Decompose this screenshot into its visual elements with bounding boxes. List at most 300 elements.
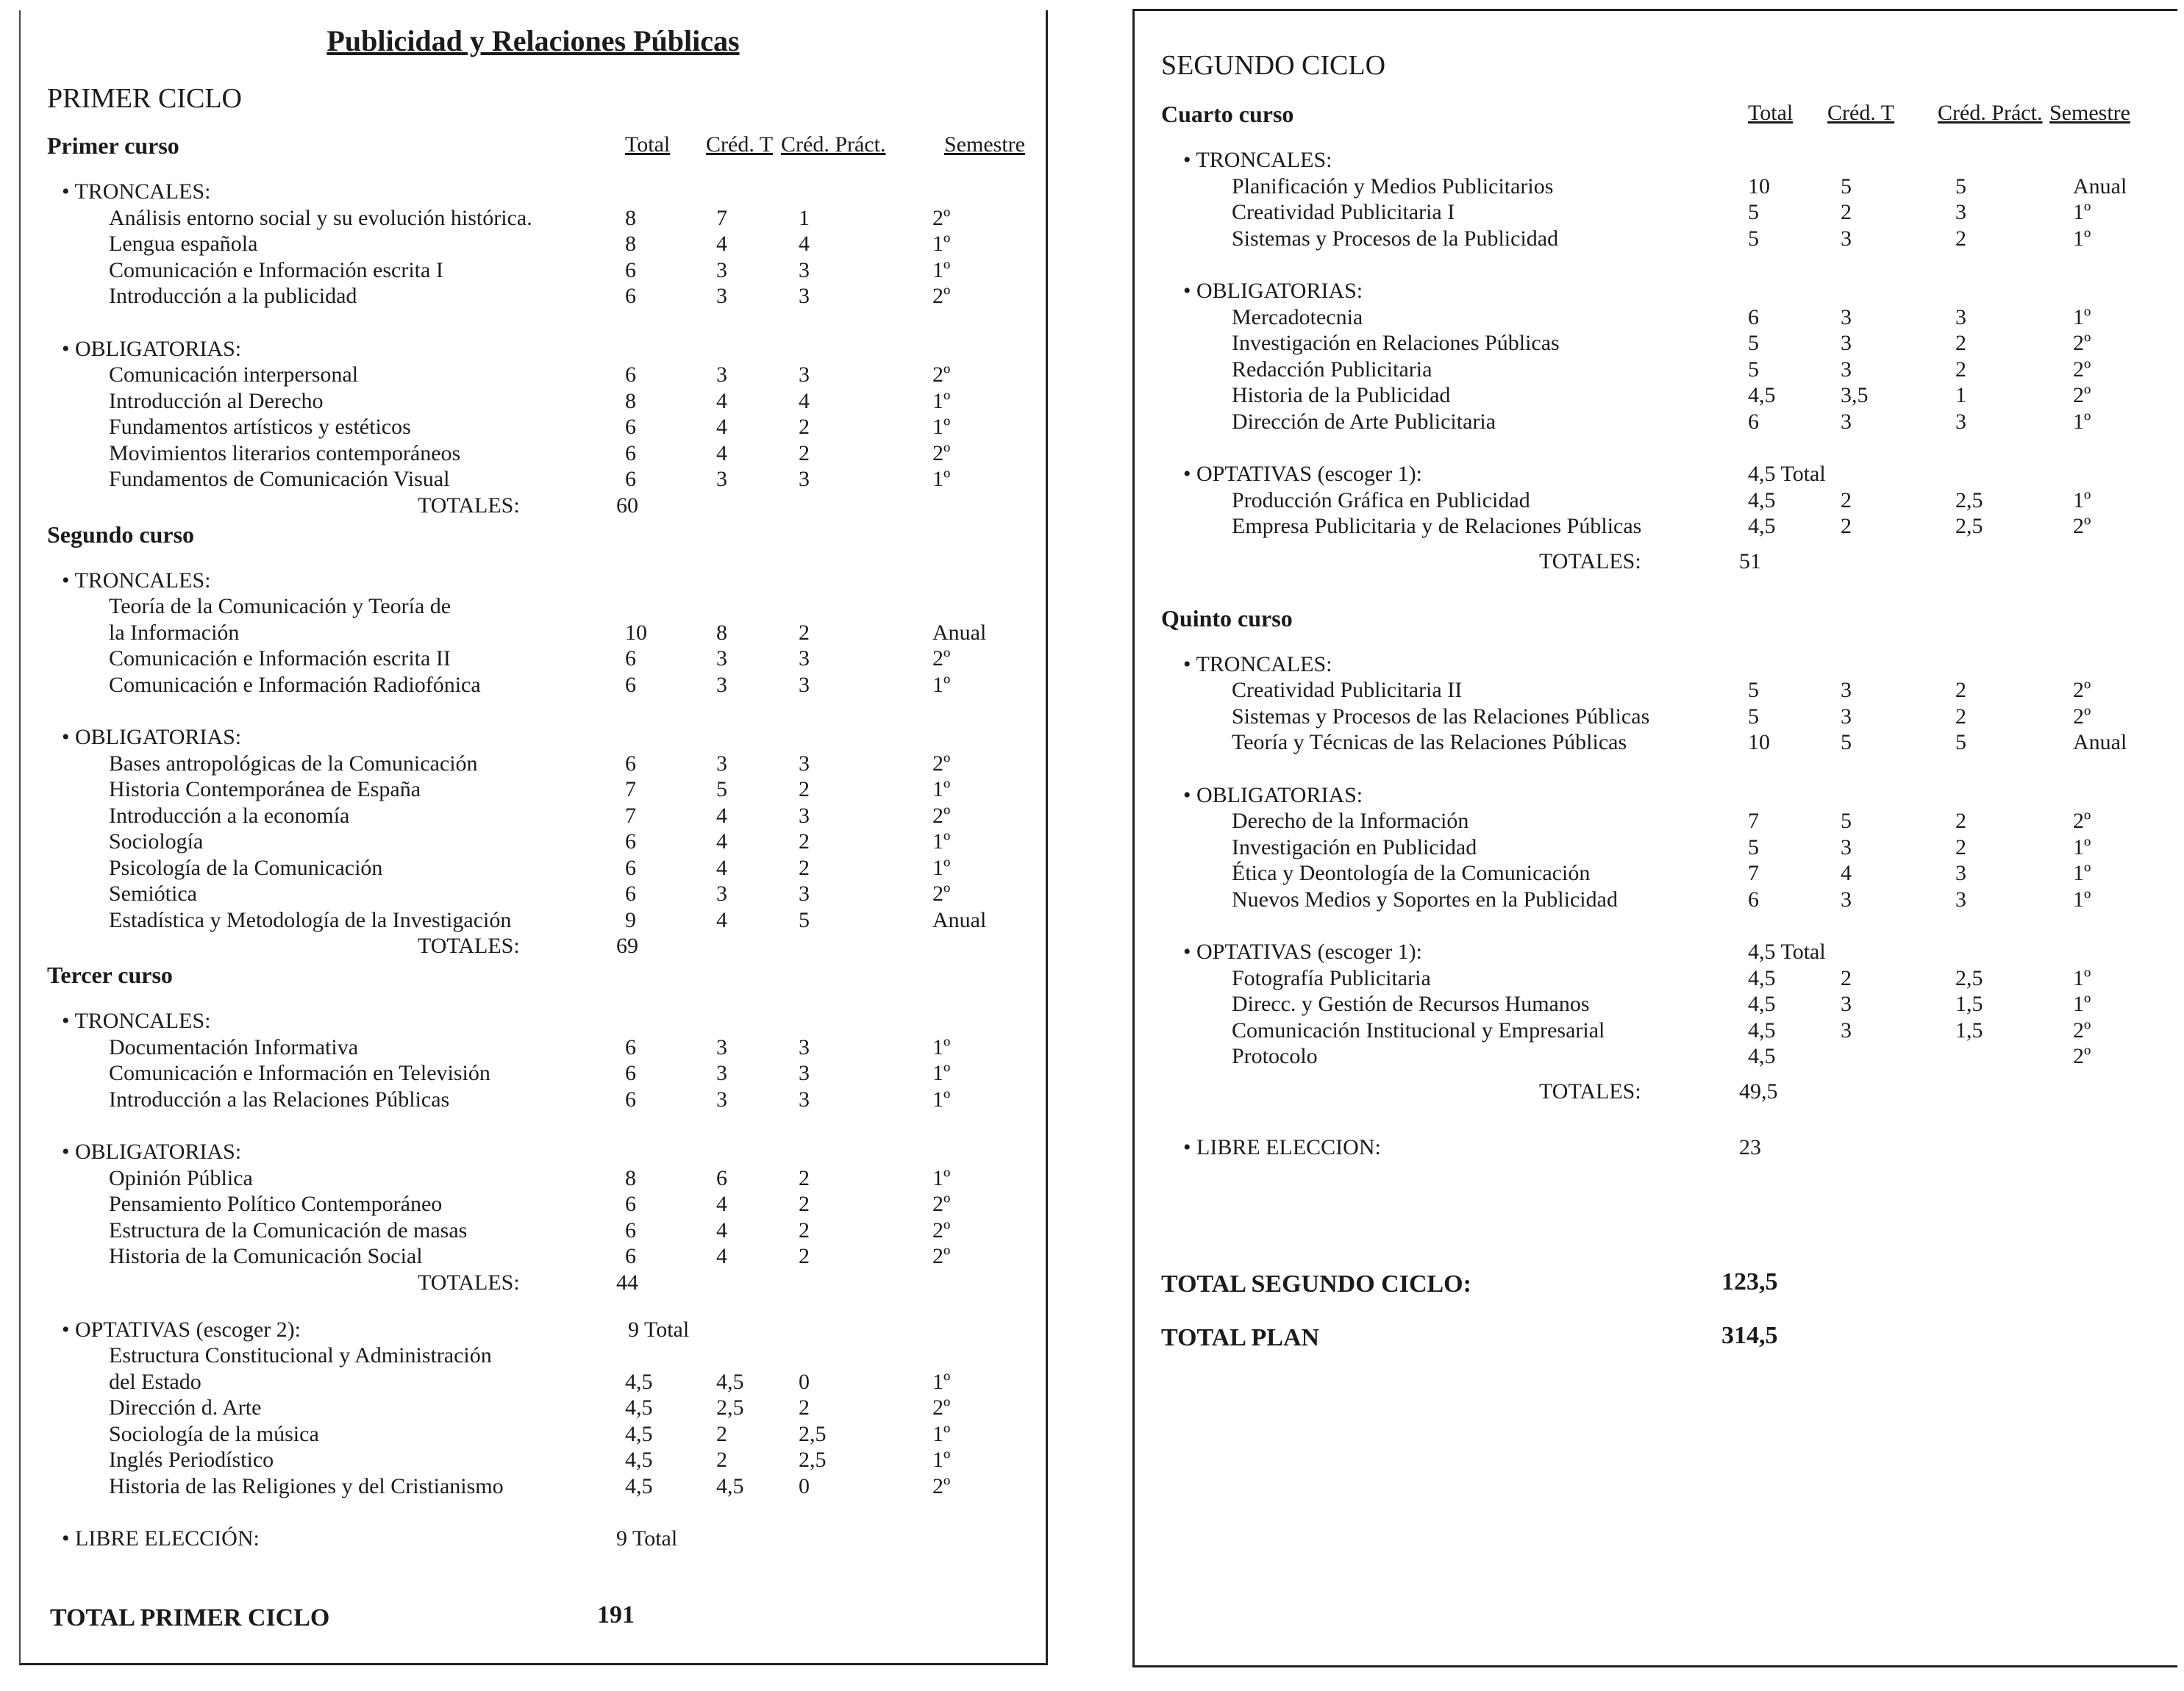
semester: 1º	[932, 1034, 951, 1059]
credits-theory: 5	[1841, 174, 1852, 199]
semester: Anual	[2073, 174, 2127, 199]
semester: 2º	[932, 1218, 951, 1243]
subject-name: Inglés Periodístico	[109, 1448, 274, 1472]
semester: 2º	[932, 205, 951, 230]
subject-name: Comunicación Institucional y Empresarial	[1232, 1018, 1605, 1043]
credits-practice: 3	[799, 257, 810, 282]
header-cred-t: Créd. T	[706, 132, 774, 157]
credits-theory: 4	[716, 232, 727, 256]
segundo-ciclo-panel	[1132, 9, 2177, 1667]
credits-total: 8	[625, 388, 636, 413]
credits-practice: 3	[799, 1061, 810, 1085]
free-choice-label: • LIBRE ELECCION:	[1183, 1134, 1381, 1159]
semester: 2º	[2073, 514, 2091, 538]
total-primer-ciclo-label: TOTAL PRIMER CICLO	[50, 1604, 330, 1631]
subject-name: Introducción al Derecho	[109, 388, 324, 413]
credits-practice: 1,5	[1955, 1018, 1983, 1043]
semester: 2º	[2073, 1044, 2091, 1068]
semester: 2º	[932, 882, 951, 906]
semester: 1º	[932, 777, 951, 801]
credits-total: 4,5	[625, 1473, 653, 1498]
subject-name: Documentación Informativa	[109, 1034, 359, 1059]
totals-value: 51	[1739, 548, 1761, 573]
credits-total: 4,5	[625, 1395, 653, 1420]
semester: 2º	[932, 1192, 951, 1216]
credits-practice: 2	[1955, 809, 1966, 833]
semester: Anual	[2073, 730, 2127, 754]
credits-theory: 7	[716, 205, 727, 230]
credits-total: 5	[1748, 704, 1759, 729]
total-segundo-ciclo-value: 123,5	[1721, 1268, 1778, 1295]
subject-name: Fotografía Publicitaria	[1232, 965, 1431, 990]
semester: 1º	[2073, 992, 2091, 1016]
credits-theory: 3	[716, 1061, 727, 1085]
semester: 2º	[932, 284, 951, 308]
credits-practice: 3	[1955, 861, 1966, 885]
credits-practice: 2,5	[799, 1448, 827, 1472]
semester: Anual	[932, 907, 987, 932]
total-plan-label: TOTAL PLAN	[1161, 1324, 1320, 1351]
group-label: • OPTATIVAS (escoger 1):	[1183, 462, 1423, 486]
credits-total: 6	[625, 257, 636, 282]
credits-practice: 3	[799, 1034, 810, 1059]
credits-total: 4,5	[1748, 1044, 1776, 1068]
credits-practice: 2	[1955, 226, 1966, 251]
group-label: • TRONCALES:	[62, 1009, 211, 1033]
credits-practice: 2	[799, 1395, 810, 1420]
credits-theory: 3	[716, 751, 727, 776]
semester: 1º	[932, 829, 951, 854]
semester: 2º	[2073, 678, 2091, 702]
credits-theory: 8	[716, 620, 727, 645]
subject-name: Protocolo	[1232, 1044, 1318, 1068]
credits-total: 6	[625, 1034, 636, 1059]
credits-theory: 3	[1841, 887, 1852, 912]
credits-theory: 3	[716, 882, 727, 906]
semester: 2º	[932, 1473, 951, 1498]
credits-total: 5	[1748, 226, 1759, 251]
subject-name: Estructura de la Comunicación de masas	[109, 1218, 468, 1243]
semester: 2º	[932, 646, 951, 671]
credits-total: 8	[625, 1165, 636, 1190]
semester: 1º	[2073, 409, 2091, 434]
totals-value: 60	[616, 493, 638, 518]
subject-name: Semiótica	[109, 882, 197, 906]
credits-theory: 3	[1841, 226, 1852, 251]
group-label: • TRONCALES:	[1183, 148, 1332, 172]
credits-total: 4,5	[625, 1448, 653, 1472]
credits-theory: 2	[1841, 487, 1852, 512]
semester: 2º	[2073, 383, 2091, 407]
credits-theory: 4	[716, 388, 727, 413]
semester: 2º	[932, 1244, 951, 1268]
credits-practice: 2	[1955, 357, 1966, 382]
semester: 1º	[2073, 887, 2091, 912]
credits-practice: 3	[799, 646, 810, 671]
semester: 2º	[2073, 809, 2091, 833]
subject-name: Investigación en Publicidad	[1232, 834, 1477, 859]
credits-practice: 3	[1955, 887, 1966, 912]
subject-name: Lengua española	[109, 232, 258, 256]
subject-name: Creatividad Publicitaria I	[1232, 200, 1455, 224]
subject-name: Comunicación interpersonal	[109, 362, 359, 387]
credits-theory: 3	[1841, 704, 1852, 729]
credits-total: 6	[1748, 887, 1759, 912]
credits-practice: 2	[799, 1244, 810, 1268]
cycle-heading: PRIMER CICLO	[47, 83, 242, 114]
credits-total: 6	[625, 1061, 636, 1085]
subject-name: Empresa Publicitaria y de Relaciones Públicas	[1232, 514, 1642, 538]
semester: 1º	[932, 232, 951, 256]
credits-theory: 4	[716, 440, 727, 465]
credits-practice: 3	[1955, 304, 1966, 329]
subject-name: Introducción a la economía	[109, 803, 350, 828]
semester: 1º	[932, 1165, 951, 1190]
semester: 2º	[2073, 704, 2091, 729]
semester: 1º	[932, 388, 951, 413]
semester: 1º	[932, 1448, 951, 1472]
page-title: Publicidad y Relaciones Públicas	[326, 24, 740, 57]
credits-practice: 5	[1955, 174, 1966, 199]
subject-name: Direcc. y Gestión de Recursos Humanos	[1232, 992, 1590, 1016]
credits-total: 5	[1748, 357, 1759, 382]
credits-total: 7	[625, 803, 636, 828]
subject-name: Sociología	[109, 829, 204, 854]
credits-practice: 2	[799, 855, 810, 880]
credits-total: 7	[625, 777, 636, 801]
group-label: • OBLIGATORIAS:	[62, 725, 242, 749]
credits-theory: 4	[716, 803, 727, 828]
semester: 1º	[932, 1369, 951, 1394]
credits-theory: 4	[716, 829, 727, 854]
group-label: • OBLIGATORIAS:	[1183, 279, 1363, 303]
semester: 2º	[2073, 1018, 2091, 1043]
subject-name: Ética y Deontología de la Comunicación	[1232, 861, 1591, 885]
credits-total: 4,5	[1748, 487, 1776, 512]
subject-name: Estadística y Metodología de la Investigación	[109, 907, 512, 932]
credits-theory: 2	[1841, 965, 1852, 990]
subject-name: Producción Gráfica en Publicidad	[1232, 487, 1530, 512]
semester: 1º	[2073, 226, 2091, 251]
course-heading: Tercer curso	[47, 962, 173, 988]
credits-theory: 2	[716, 1421, 727, 1446]
credits-theory: 6	[716, 1165, 727, 1190]
group-label: • TRONCALES:	[62, 179, 211, 204]
subject-name: Sociología de la música	[109, 1421, 319, 1446]
subject-name: Comunicación e Información en Televisión	[109, 1061, 490, 1085]
credits-practice: 0	[799, 1473, 810, 1498]
credits-theory: 4	[716, 907, 727, 932]
group-label: • OBLIGATORIAS:	[62, 336, 242, 361]
subject-name: Comunicación e Información escrita I	[109, 257, 443, 282]
credits-theory: 5	[716, 777, 727, 801]
credits-theory: 3	[716, 1034, 727, 1059]
credits-practice: 2	[1955, 678, 1966, 702]
credits-theory: 3	[716, 646, 727, 671]
credits-theory: 3	[1841, 331, 1852, 355]
header-semestre: Semestre	[944, 132, 1025, 157]
header-total: Total	[625, 132, 671, 157]
subject-name: Sistemas y Procesos de la Publicidad	[1232, 226, 1559, 251]
credits-practice: 0	[799, 1369, 810, 1394]
semester: 1º	[2073, 861, 2091, 885]
semester: 1º	[2073, 965, 2091, 990]
credits-practice: 2	[799, 1165, 810, 1190]
subject-name: Comunicación e Información escrita II	[109, 646, 451, 671]
semester: 2º	[2073, 331, 2091, 355]
credits-practice: 3	[1955, 409, 1966, 434]
credits-total: 6	[625, 1244, 636, 1268]
credits-theory: 3	[1841, 304, 1852, 329]
credits-practice: 4	[799, 232, 810, 256]
credits-total: 6	[1748, 304, 1759, 329]
subject-name: Redacción Publicitaria	[1232, 357, 1432, 382]
credits-total: 4,5	[1748, 514, 1776, 538]
subject-name: Fundamentos artísticos y estéticos	[109, 415, 411, 439]
credits-practice: 2	[1955, 331, 1966, 355]
credits-practice: 3	[799, 1087, 810, 1112]
subject-name: la Información	[109, 620, 240, 645]
semester: Anual	[932, 620, 987, 645]
course-heading: Primer curso	[47, 132, 179, 159]
subject-name: Introducción a la publicidad	[109, 284, 357, 308]
subject-name: Planificación y Medios Publicitarios	[1232, 174, 1554, 199]
credits-total: 5	[1748, 200, 1759, 224]
total-plan-value: 314,5	[1721, 1322, 1778, 1349]
semester: 1º	[932, 1421, 951, 1446]
semester: 2º	[932, 803, 951, 828]
header-cred-pract: Créd. Práct.	[781, 132, 886, 157]
credits-total: 8	[625, 205, 636, 230]
header-total: Total	[1748, 101, 1794, 125]
totals-value: 44	[616, 1270, 638, 1295]
group-label: • OPTATIVAS (escoger 1):	[1183, 940, 1423, 964]
subject-name: Historia de las Religiones y del Cristianismo	[109, 1473, 504, 1498]
credits-practice: 2	[799, 1218, 810, 1243]
credits-practice: 2,5	[1955, 514, 1983, 538]
credits-theory: 3	[716, 257, 727, 282]
semester: 2º	[2073, 357, 2091, 382]
semester: 1º	[932, 672, 951, 697]
credits-total: 9	[625, 907, 636, 932]
group-label: • TRONCALES:	[1183, 651, 1332, 676]
free-choice-value: 23	[1739, 1134, 1761, 1159]
credits-practice: 2,5	[1955, 965, 1983, 990]
credits-practice: 3	[799, 467, 810, 491]
credits-practice: 4	[799, 388, 810, 413]
credits-practice: 2	[799, 620, 810, 645]
totals-label: TOTALES:	[418, 1270, 520, 1295]
credits-practice: 2,5	[1955, 487, 1983, 512]
totals-label: TOTALES:	[418, 934, 520, 958]
primer-ciclo-panel	[19, 10, 1048, 1665]
course-heading: Cuarto curso	[1161, 101, 1294, 127]
credits-theory: 3	[1841, 357, 1852, 382]
credits-theory: 4	[716, 1192, 727, 1216]
credits-theory: 4,5	[716, 1369, 744, 1394]
subject-name: Historia de la Comunicación Social	[109, 1244, 423, 1268]
semester: 1º	[932, 855, 951, 880]
subject-name: Comunicación e Información Radiofónica	[109, 672, 481, 697]
credits-total: 5	[1748, 678, 1759, 702]
subject-name: Introducción a las Relaciones Públicas	[109, 1087, 450, 1112]
subject-name: Dirección de Arte Publicitaria	[1232, 409, 1496, 434]
semester: 2º	[932, 751, 951, 776]
group-label: • OPTATIVAS (escoger 2):	[62, 1317, 301, 1342]
free-choice-label: • LIBRE ELECCIÓN:	[62, 1526, 260, 1551]
group-total: 9 Total	[628, 1317, 690, 1342]
credits-total: 4,5	[625, 1421, 653, 1446]
credits-theory: 2,5	[716, 1395, 744, 1420]
group-label: • TRONCALES:	[62, 568, 211, 593]
subject-name: Bases antropológicas de la Comunicación	[109, 751, 478, 776]
semester: 2º	[932, 1395, 951, 1420]
credits-practice: 3	[799, 362, 810, 387]
total-segundo-ciclo-label: TOTAL SEGUNDO CICLO:	[1161, 1270, 1471, 1298]
credits-total: 7	[1748, 861, 1759, 885]
subject-name: Opinión Pública	[109, 1165, 253, 1190]
credits-theory: 4	[716, 1244, 727, 1268]
credits-total: 6	[625, 1218, 636, 1243]
subject-name: Teoría de la Comunicación y Teoría de	[109, 594, 452, 618]
credits-total: 6	[625, 882, 636, 906]
credits-theory: 3	[1841, 1018, 1852, 1043]
credits-total: 4,5	[1748, 992, 1776, 1016]
credits-total: 4,5	[1748, 383, 1776, 407]
subject-name: Análisis entorno social y su evolución histórica.	[109, 205, 532, 230]
credits-total: 6	[625, 1192, 636, 1216]
credits-practice: 3	[799, 751, 810, 776]
credits-practice: 3	[799, 672, 810, 697]
credits-practice: 1	[1955, 383, 1966, 407]
header-cred-t: Créd. T	[1827, 101, 1895, 125]
semester: 1º	[932, 1061, 951, 1085]
header-semestre: Semestre	[2049, 101, 2130, 125]
credits-total: 6	[625, 467, 636, 491]
total-primer-ciclo-value: 191	[597, 1601, 635, 1629]
semester: 1º	[2073, 487, 2091, 512]
credits-practice: 3	[799, 882, 810, 906]
credits-theory: 3	[1841, 834, 1852, 859]
credits-total: 5	[1748, 331, 1759, 355]
subject-name: Movimientos literarios contemporáneos	[109, 440, 461, 465]
semester: 1º	[932, 257, 951, 282]
credits-practice: 2	[1955, 704, 1966, 729]
subject-name: Sistemas y Procesos de las Relaciones Públicas	[1232, 704, 1650, 729]
credits-theory: 3	[716, 467, 727, 491]
credits-total: 6	[625, 855, 636, 880]
semester: 1º	[2073, 834, 2091, 859]
group-label: • OBLIGATORIAS:	[1183, 782, 1363, 807]
credits-theory: 3	[1841, 409, 1852, 434]
credits-theory: 4	[716, 1218, 727, 1243]
subject-name: Fundamentos de Comunicación Visual	[109, 467, 450, 491]
subject-name: Historia Contemporánea de España	[109, 777, 421, 801]
credits-total: 6	[625, 751, 636, 776]
credits-total: 6	[625, 362, 636, 387]
subject-name: Derecho de la Información	[1232, 809, 1469, 833]
credits-total: 6	[625, 672, 636, 697]
subject-name: Teoría y Técnicas de las Relaciones Públicas	[1232, 730, 1627, 754]
credits-practice: 3	[799, 284, 810, 308]
course-heading: Segundo curso	[47, 521, 195, 548]
subject-name: Dirección d. Arte	[109, 1395, 262, 1420]
credits-practice: 3	[799, 803, 810, 828]
credits-total: 10	[625, 620, 647, 645]
credits-practice: 2	[799, 829, 810, 854]
semester: 2º	[932, 362, 951, 387]
credits-practice: 2	[799, 1192, 810, 1216]
totals-value: 69	[616, 934, 638, 958]
credits-total: 6	[625, 829, 636, 854]
cycle-heading: SEGUNDO CICLO	[1161, 50, 1386, 81]
credits-practice: 5	[1955, 730, 1966, 754]
semester: 2º	[932, 440, 951, 465]
credits-theory: 3	[1841, 678, 1852, 702]
course-heading: Quinto curso	[1161, 604, 1293, 632]
subject-name: Mercadotecnia	[1232, 304, 1363, 329]
credits-total: 8	[625, 232, 636, 256]
header-cred-pract: Créd. Práct.	[1938, 101, 2043, 125]
group-total: 4,5 Total	[1748, 940, 1826, 964]
credits-total: 6	[625, 284, 636, 308]
credits-practice: 2	[799, 415, 810, 439]
credits-theory: 2	[716, 1448, 727, 1472]
credits-total: 6	[625, 1087, 636, 1112]
totals-label: TOTALES:	[418, 493, 520, 518]
semester: 1º	[932, 467, 951, 491]
credits-theory: 3	[716, 672, 727, 697]
credits-total: 6	[625, 415, 636, 439]
credits-total: 7	[1748, 809, 1759, 833]
subject-name: Pensamiento Político Contemporáneo	[109, 1192, 443, 1216]
credits-total: 4,5	[1748, 1018, 1776, 1043]
credits-practice: 1	[799, 205, 810, 230]
credits-practice: 5	[799, 907, 810, 932]
credits-total: 10	[1748, 174, 1770, 199]
credits-theory: 3,5	[1841, 383, 1869, 407]
semester: 1º	[2073, 304, 2091, 329]
semester: 1º	[2073, 200, 2091, 224]
credits-theory: 4	[716, 415, 727, 439]
credits-theory: 3	[716, 284, 727, 308]
credits-practice: 2	[1955, 834, 1966, 859]
semester: 1º	[932, 415, 951, 439]
credits-total: 6	[625, 646, 636, 671]
credits-practice: 2	[799, 777, 810, 801]
credits-practice: 1,5	[1955, 992, 1983, 1016]
credits-theory: 4	[716, 855, 727, 880]
subject-name: Estructura Constitucional y Administración	[109, 1343, 492, 1368]
group-label: • OBLIGATORIAS:	[62, 1140, 242, 1164]
credits-theory: 5	[1841, 809, 1852, 833]
credits-total: 10	[1748, 730, 1770, 754]
subject-name: del Estado	[109, 1369, 201, 1394]
totals-label: TOTALES:	[1539, 548, 1641, 573]
credits-total: 4,5	[625, 1369, 653, 1394]
credits-practice: 3	[1955, 200, 1966, 224]
credits-total: 4,5	[1748, 965, 1776, 990]
subject-name: Investigación en Relaciones Públicas	[1232, 331, 1560, 355]
credits-theory: 4	[1841, 861, 1852, 885]
credits-theory: 3	[716, 1087, 727, 1112]
credits-total: 6	[1748, 409, 1759, 434]
totals-value: 49,5	[1739, 1079, 1778, 1104]
semester: 1º	[932, 1087, 951, 1112]
credits-theory: 4,5	[716, 1473, 744, 1498]
credits-theory: 5	[1841, 730, 1852, 754]
subject-name: Nuevos Medios y Soportes en la Publicidad	[1232, 887, 1618, 912]
